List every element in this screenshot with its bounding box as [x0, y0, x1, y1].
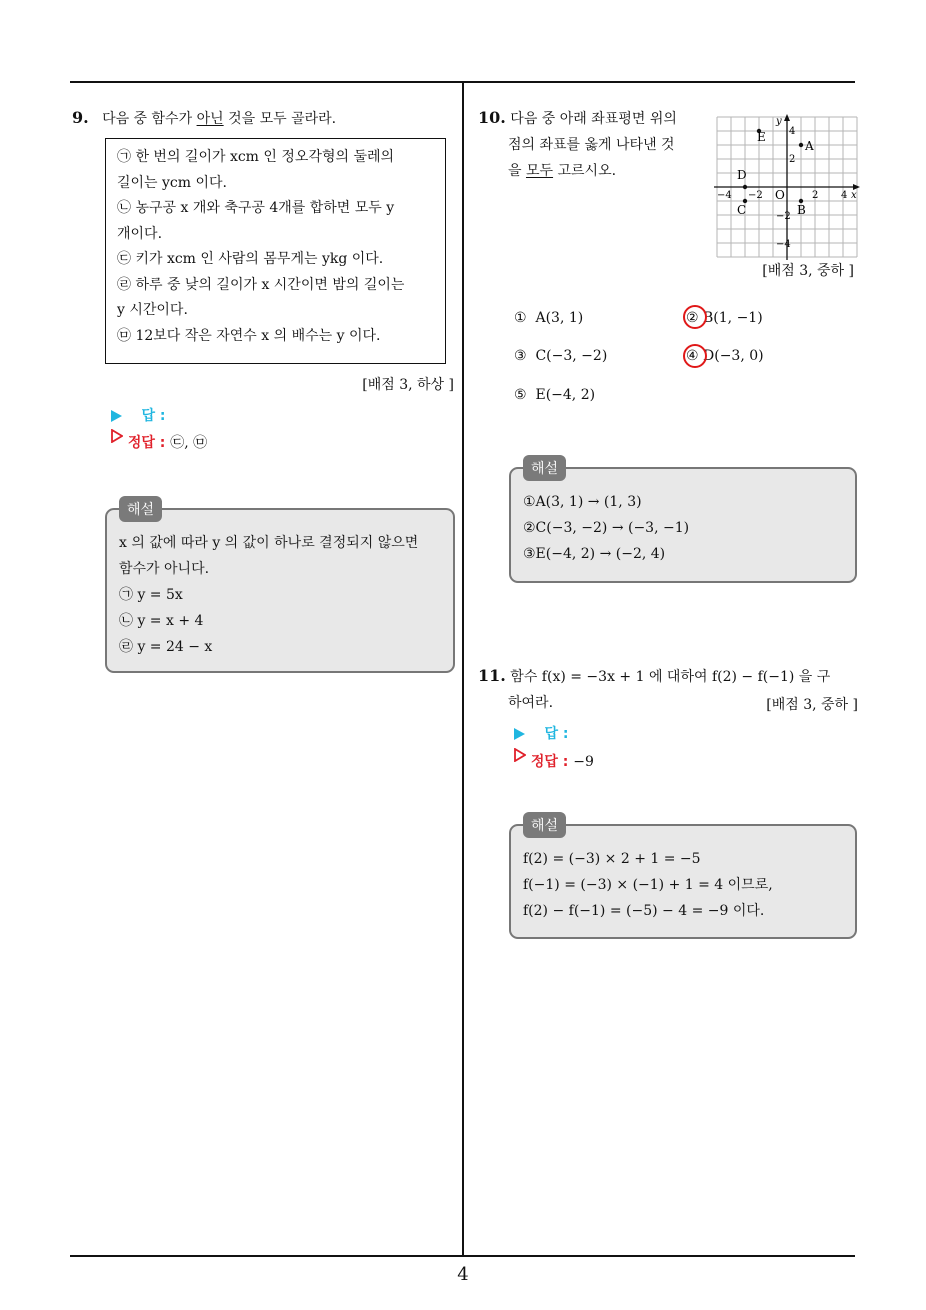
q10-prompt — [478, 105, 677, 184]
choice-text: C(−3, −2) — [535, 348, 608, 364]
q9-box-line: ㉤ 12보다 작은 자연수 x 의 배수는 y 이다. — [117, 327, 381, 344]
page-number: 4 — [457, 1264, 469, 1285]
q9-meta: [배점 3, 하상 ] — [362, 377, 454, 393]
q9-answer-row[interactable] — [111, 405, 166, 425]
point-d — [743, 185, 747, 189]
hand-circle-mark-icon — [683, 344, 707, 368]
q9-prompt-underline: 아닌 — [196, 111, 224, 127]
point-a — [799, 143, 803, 147]
y-tick: 4 — [789, 126, 796, 137]
bottom-rule — [70, 1255, 855, 1257]
point-label: E — [757, 130, 766, 144]
q11-answer-row[interactable] — [514, 723, 569, 743]
origin-label: O — [775, 188, 785, 202]
q11-correct-value: −9 — [573, 754, 594, 770]
q9-choice-box — [105, 138, 446, 364]
y-tick: −2 — [776, 211, 791, 222]
y-tick: 2 — [789, 154, 796, 165]
q10-solution-line: ③E(−4, 2) → (−2, 4) — [523, 546, 666, 562]
choice-text: D(−3, 0) — [703, 348, 764, 364]
q11-solution-box — [509, 818, 857, 939]
q9-correct-value: ㉢, ㉤ — [170, 435, 208, 451]
q11-meta: [배점 3, 중하 ] — [766, 697, 858, 713]
choice-number: ② — [686, 310, 699, 326]
column-divider — [462, 82, 464, 1257]
point-label: B — [797, 203, 806, 217]
q9-solution-tag: 해설 — [119, 496, 162, 522]
q10-prompt-line: 다음 중 아래 좌표평면 위의 — [510, 111, 677, 127]
x-tick: −4 — [717, 190, 732, 201]
q9-prompt-post: 것을 모두 골라라. — [223, 111, 337, 127]
q9-number: 9. — [72, 108, 89, 127]
q9-box-line: 개이다. — [117, 225, 163, 242]
filled-triangle-icon — [514, 728, 525, 740]
q10-choice-3[interactable] — [514, 348, 607, 364]
q9-box-line: ㉡ 농구공 x 개와 축구공 4개를 합하면 모두 y — [117, 200, 395, 216]
q11-solution-line: f(2) = (−3) × 2 + 1 = −5 — [523, 851, 701, 867]
q11-solution-tag: 해설 — [523, 812, 566, 838]
choice-number: ④ — [686, 348, 699, 364]
q10-meta: [배점 3, 중하 ] — [762, 263, 854, 279]
q11-correct-row — [514, 751, 594, 771]
q11-answer-label: 답 : — [544, 726, 569, 742]
q9-box-line: 길이는 ycm 이다. — [117, 174, 227, 191]
q9-box-line: ㉣ 하루 중 낮의 길이가 x 시간이면 밤의 길이는 — [117, 276, 405, 293]
q9-solution-line: x 의 값에 따라 y 의 값이 하나로 결정되지 않으면 — [119, 535, 419, 551]
choice-number: ③ — [514, 348, 527, 364]
q10-number: 10. — [478, 108, 506, 127]
q10-coordinate-graph — [714, 114, 860, 260]
q10-prompt-line3-post: 고르시오. — [553, 163, 617, 179]
x-tick: 4 — [841, 190, 848, 201]
y-tick: −4 — [776, 239, 791, 250]
q10-solution-line: ①A(3, 1) → (1, 3) — [523, 494, 642, 510]
q10-prompt-line3-pre: 을 — [508, 163, 526, 179]
q10-prompt-underline: 모두 — [525, 163, 554, 179]
choice-text: A(3, 1) — [535, 310, 584, 326]
q9-box-line: ㉢ 키가 xcm 인 사람의 몸무게는 ykg 이다. — [117, 251, 384, 267]
q9-solution-line: ㉡ y = x + 4 — [119, 613, 204, 629]
q11-prompt-line2: 하여라. — [508, 695, 554, 711]
q10-solution-box — [509, 461, 857, 583]
point-label: C — [737, 203, 747, 217]
choice-text: E(−4, 2) — [535, 387, 596, 403]
q9-box-line: ㉠ 한 번의 길이가 xcm 인 정오각형의 둘레의 — [117, 149, 395, 165]
q11-correct-label: 정답 : — [530, 754, 569, 770]
point-label: A — [805, 139, 814, 153]
q9-solution-line: ㉣ y = 24 − x — [119, 639, 213, 655]
q9-answer-label: 답 : — [141, 408, 166, 424]
q10-choice-1[interactable] — [514, 310, 583, 326]
point-label: D — [737, 168, 747, 182]
choice-text: B(1, −1) — [703, 310, 763, 326]
x-tick: 2 — [812, 190, 819, 201]
q9-correct-row — [111, 432, 207, 452]
q9-correct-label: 정답 : — [127, 435, 166, 451]
choice-number: ⑤ — [514, 387, 527, 403]
q10-solution-tag: 해설 — [523, 455, 566, 481]
x-axis-label: x — [851, 190, 857, 201]
q10-solution-line: ②C(−3, −2) → (−3, −1) — [523, 520, 690, 536]
q10-prompt-line: 점의 좌표를 옳게 나타낸 것 — [508, 137, 675, 153]
q9-solution-line: 함수가 아니다. — [119, 561, 210, 577]
choice-number: ① — [514, 310, 527, 326]
q11-number: 11. — [478, 666, 506, 685]
q9-box-line: y 시간이다. — [117, 302, 188, 318]
q11-prompt-line1: 함수 f(x) = −3x + 1 에 대하여 f(2) − f(−1) 을 구 — [510, 669, 831, 685]
q9-prompt — [72, 105, 336, 132]
filled-triangle-icon — [111, 410, 122, 422]
outline-triangle-icon — [514, 755, 526, 769]
q9-prompt-pre: 다음 중 함수가 — [102, 111, 197, 127]
x-tick: −2 — [748, 190, 763, 201]
y-axis-label: y — [776, 116, 782, 127]
q9-solution-box — [105, 502, 455, 673]
hand-circle-mark-icon — [683, 305, 707, 329]
q11-solution-line: f(−1) = (−3) × (−1) + 1 = 4 이므로, — [523, 877, 773, 893]
q9-solution-line: ㉠ y = 5x — [119, 587, 183, 603]
q10-choice-5[interactable] — [514, 387, 595, 403]
outline-triangle-icon — [111, 436, 123, 450]
q11-solution-line: f(2) − f(−1) = (−5) − 4 = −9 이다. — [523, 903, 765, 919]
